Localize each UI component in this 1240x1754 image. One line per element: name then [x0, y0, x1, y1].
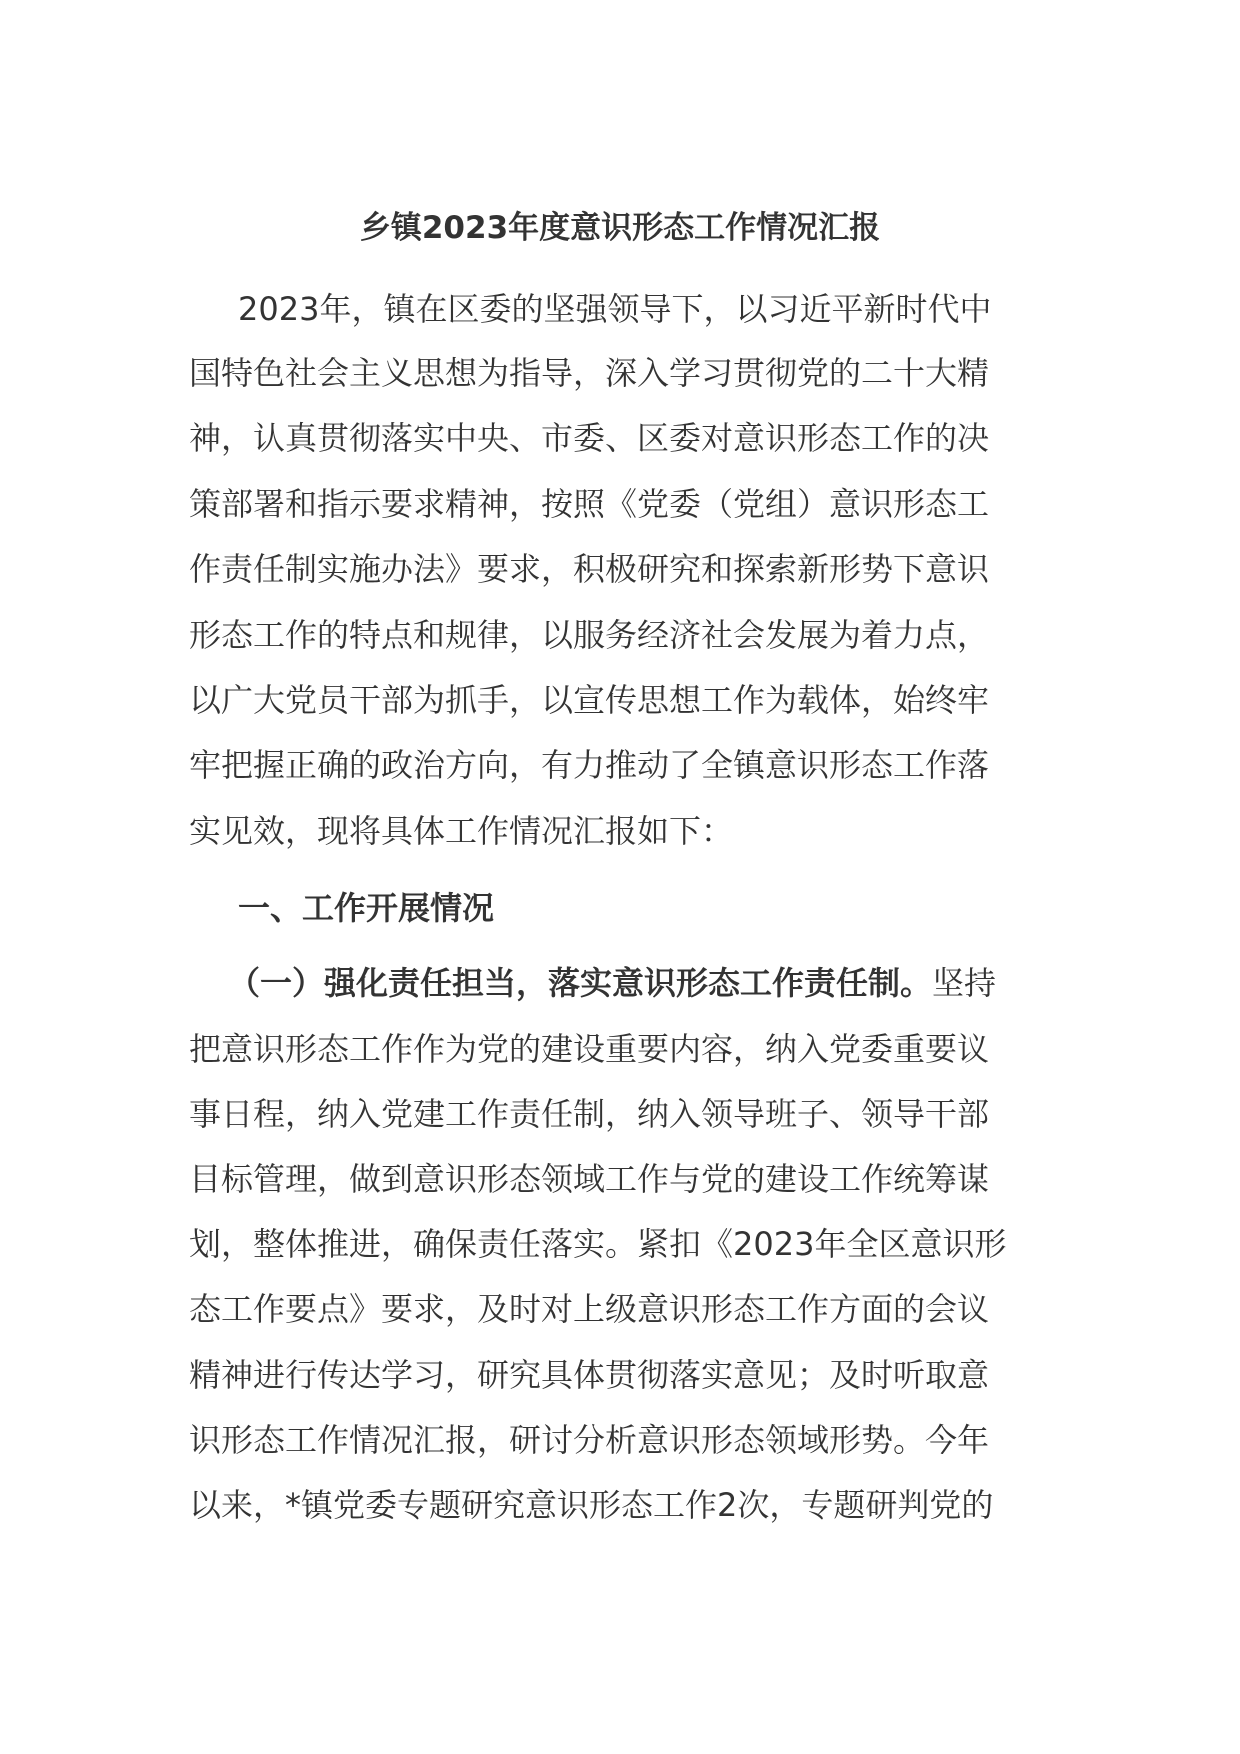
paragraph-line: 神，认真贯彻落实中央、市委、区委对意识形态工作的决: [189, 419, 990, 457]
paragraph-line: 以广大党员干部为抓手，以宣传思想工作为载体，始终牢: [189, 681, 990, 719]
paragraph-line: 把意识形态工作作为党的建设重要内容，纳入党委重要议: [189, 1030, 990, 1068]
paragraph-line: 态工作要点》要求，及时对上级意识形态工作方面的会议: [189, 1290, 990, 1328]
subsection-first-line: [228, 961, 996, 1005]
paragraph-line: 2023年，镇在区委的坚强领导下，以习近平新时代中: [238, 290, 992, 328]
subsection-heading: （一）强化责任担当，落实意识形态工作责任制。: [228, 964, 933, 1002]
paragraph-line: 国特色社会主义思想为指导，深入学习贯彻党的二十大精: [189, 354, 990, 392]
section-heading: 一、工作开展情况: [238, 889, 495, 927]
paragraph-line: 作责任制实施办法》要求，积极研究和探索新形势下意识: [189, 550, 990, 588]
document-title: 乡镇2023年度意识形态工作情况汇报: [359, 210, 881, 246]
subsection-text: 坚持: [932, 964, 997, 1002]
paragraph-line: 划，整体推进，确保责任落实。紧扣《2023年全区意识形: [189, 1225, 1007, 1263]
paragraph-line: 识形态工作情况汇报，研讨分析意识形态领域形势。今年: [189, 1421, 990, 1459]
paragraph-line: 精神进行传达学习，研究具体贯彻落实意见；及时听取意: [189, 1356, 990, 1394]
paragraph-line: 形态工作的特点和规律，以服务经济社会发展为着力点，: [189, 616, 990, 654]
paragraph-line: 事日程，纳入党建工作责任制，纳入领导班子、领导干部: [189, 1095, 990, 1133]
paragraph-line: 以来，*镇党委专题研究意识形态工作2次，专题研判党的: [189, 1486, 994, 1524]
paragraph-line: 目标管理，做到意识形态领域工作与党的建设工作统筹谋: [189, 1160, 990, 1198]
paragraph-line: 策部署和指示要求精神，按照《党委（党组）意识形态工: [189, 485, 990, 523]
paragraph-line: 实见效，现将具体工作情况汇报如下：: [189, 812, 734, 850]
paragraph-line: 牢把握正确的政治方向，有力推动了全镇意识形态工作落: [189, 746, 990, 784]
